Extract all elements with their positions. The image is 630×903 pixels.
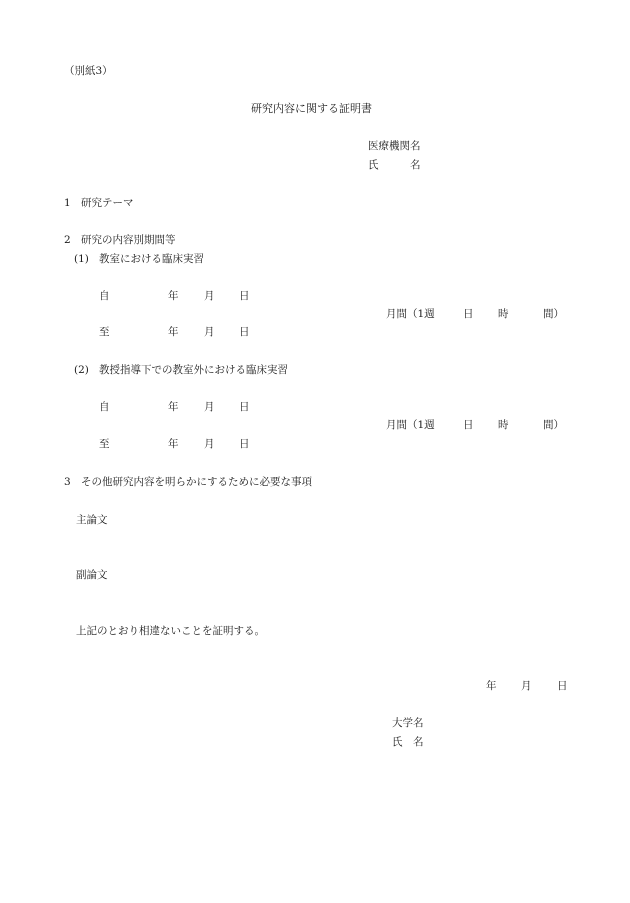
certification-date-month: 月 bbox=[521, 680, 532, 692]
sub2-per-week-open: （1週 bbox=[407, 419, 435, 431]
sub2-from-label: 自 bbox=[99, 401, 110, 413]
certification-statement: 上記のとおり相違ないことを証明する。 bbox=[76, 625, 265, 637]
sub1-to-day: 日 bbox=[239, 326, 250, 338]
sub2-per-week-hours: 時 bbox=[498, 419, 509, 431]
subsection-2-number: (2) bbox=[74, 364, 89, 376]
sub1-to-label: 至 bbox=[99, 326, 110, 338]
sub1-duration-months: 月間 bbox=[386, 308, 407, 320]
sub2-to-month: 月 bbox=[204, 438, 215, 450]
sub1-per-week-open: （1週 bbox=[407, 308, 435, 320]
sub2-per-week-close: 間） bbox=[543, 419, 564, 431]
section-3-number: 3 bbox=[64, 476, 71, 488]
sub2-to-label: 至 bbox=[99, 438, 110, 450]
sub1-to-month: 月 bbox=[204, 326, 215, 338]
sub2-from-day: 日 bbox=[239, 401, 250, 413]
sub2-from-month: 月 bbox=[204, 401, 215, 413]
sub2-duration-months: 月間 bbox=[386, 419, 407, 431]
subsection-1-title: 教室における臨床実習 bbox=[99, 253, 204, 265]
sub1-per-week-close: 間） bbox=[543, 308, 564, 320]
sub2-from-year: 年 bbox=[168, 401, 179, 413]
certifier-name-label: 氏 名 bbox=[392, 736, 424, 748]
issuer-name-label: 氏 名 bbox=[368, 159, 421, 171]
institution-label: 医療機関名 bbox=[368, 140, 421, 152]
subsection-2-title: 教授指導下での教室外における臨床実習 bbox=[99, 364, 288, 376]
university-label: 大学名 bbox=[392, 717, 424, 729]
section-2-title: 研究の内容別期間等 bbox=[81, 234, 176, 246]
section-3-title: その他研究内容を明らかにするために必要な事項 bbox=[81, 476, 312, 488]
section-1-title: 研究テーマ bbox=[81, 197, 134, 209]
subsection-1-number: (1) bbox=[74, 253, 89, 265]
sub2-to-day: 日 bbox=[239, 438, 250, 450]
sub1-from-label: 自 bbox=[99, 290, 110, 302]
certification-date-day: 日 bbox=[557, 680, 568, 692]
section-2-number: 2 bbox=[64, 234, 71, 246]
sub1-per-week-hours: 時 bbox=[498, 308, 509, 320]
sub1-from-month: 月 bbox=[204, 290, 215, 302]
main-thesis-label: 主論文 bbox=[76, 514, 108, 526]
sub1-to-year: 年 bbox=[168, 326, 179, 338]
sub2-to-year: 年 bbox=[168, 438, 179, 450]
section-1-number: 1 bbox=[64, 197, 71, 209]
certification-date-year: 年 bbox=[486, 680, 497, 692]
document-title: 研究内容に関する証明書 bbox=[251, 102, 372, 115]
sub2-per-week-days: 日 bbox=[463, 419, 474, 431]
attachment-label: （別紙3） bbox=[64, 65, 113, 77]
sub1-per-week-days: 日 bbox=[463, 308, 474, 320]
sub1-from-day: 日 bbox=[239, 290, 250, 302]
sub1-from-year: 年 bbox=[168, 290, 179, 302]
sub-thesis-label: 副論文 bbox=[76, 569, 108, 581]
